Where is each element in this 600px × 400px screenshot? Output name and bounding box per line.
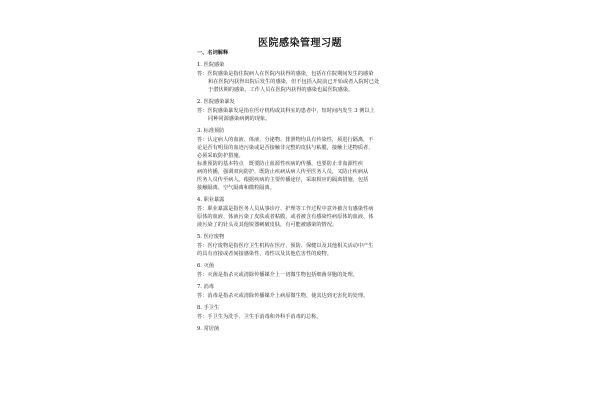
term-7: 7. 消毒 [197, 284, 214, 290]
term-8: 8. 手卫生 [197, 305, 220, 311]
document-content [197, 49, 417, 334]
question-item-4 [197, 196, 417, 229]
answer-line: 论是否有明显的血迹污染或是否接触非完整的皮肤与粘膜，接触上述物质者， [197, 145, 374, 151]
answer-line: 的具有直接或者间接感染性、毒性以及其他危害性的废物。 [197, 251, 332, 257]
question-item-9 [197, 325, 417, 333]
answer-line: 答：医疗废物是指医疗卫生机构在医疗、预防、保健以及其他相关活动中产生 [197, 243, 374, 249]
question-item-2 [197, 98, 417, 123]
term-4: 4. 职业暴露 [197, 197, 225, 203]
document-title: 医院感染管理习题 [258, 38, 342, 49]
answer-3 [197, 136, 417, 192]
answer-line: 液污染了的针头及其他锐器刺破皮肤，有可能被感染的情况。 [197, 222, 338, 228]
term-1: 1. 医院感染 [197, 62, 225, 68]
answer-line: 答：医院感染是指住院病人在医院内获得的感染，包括在住院期间发生的感染 [197, 71, 374, 77]
term-9: 9. 常居菌 [197, 326, 220, 332]
question-item-5 [197, 233, 417, 258]
answer-4 [197, 205, 417, 229]
answer-line: 和在医院内获得出院后发生的感染，但不包括入院前已开始或者入院时已处 [208, 79, 380, 85]
answer-2 [197, 107, 417, 123]
answer-line: 必须采取防护措施。 [197, 153, 244, 159]
answer-line: 标准预防的基本特点 既要防止血源性疾病的传播，也要防止非血源性疾 [197, 161, 364, 167]
question-item-3 [197, 127, 417, 192]
question-item-1 [197, 61, 417, 94]
question-item-6 [197, 262, 417, 279]
answer-line: 答：灭菌是指杀灭或清除传播媒介上一切微生物包括细菌芽胞的处理。 [197, 272, 358, 278]
answer-1 [197, 70, 417, 94]
answer-line: 答：消毒是指杀灭或清除传播媒介上病原微生物，使其达到无害化的处理。 [197, 293, 369, 299]
question-item-7 [197, 283, 417, 300]
answer-line: 答：认定病人的血液、体液、分泌物、排泄物均具有传染性，须进行隔离，不 [197, 137, 374, 143]
term-3: 3. 标准预防 [197, 128, 225, 134]
term-5: 5. 医疗废物 [197, 234, 225, 240]
answer-line: 同种同源感染病例的现象。 [208, 116, 271, 122]
answer-line: 答：职业暴露是指医务人员从事诊疗、护理等工作过程中意外被含有感染性病 [197, 206, 374, 212]
answer-6 [197, 271, 417, 279]
answer-line: 于潜伏期的感染。工作人员在医院内获得的感染也属医院感染。 [208, 87, 354, 93]
answer-7 [197, 292, 417, 300]
answer-line: 医务人员传至病人。根据疾病的主要传播途径，采取相应的隔离措施，包括 [197, 177, 369, 183]
section-heading: 一、名词解释 [197, 50, 229, 56]
answer-8 [197, 313, 417, 321]
answer-line: 接触隔离、空气隔离和微粒隔离。 [197, 185, 275, 191]
answer-line: 原体的血液、体液污染了皮肤或者粘膜，或者被含有感染性病原体的血液、体 [197, 214, 374, 220]
question-item-8 [197, 304, 417, 321]
term-2: 2. 医院感染暴发 [197, 99, 235, 105]
answer-line: 答：医院感染暴发是指在医疗机构或其科室的患者中，短时间内发生 3 例以上 [197, 108, 375, 114]
answer-line: 答：手卫生为洗手、卫生手消毒和外科手消毒的总称。 [197, 314, 322, 320]
term-6: 6. 灭菌 [197, 263, 214, 269]
answer-5 [197, 242, 417, 258]
answer-line: 病的传播，强调双向防护，既防止疾病从病人传至医务人员，又防止疾病从 [197, 169, 369, 175]
